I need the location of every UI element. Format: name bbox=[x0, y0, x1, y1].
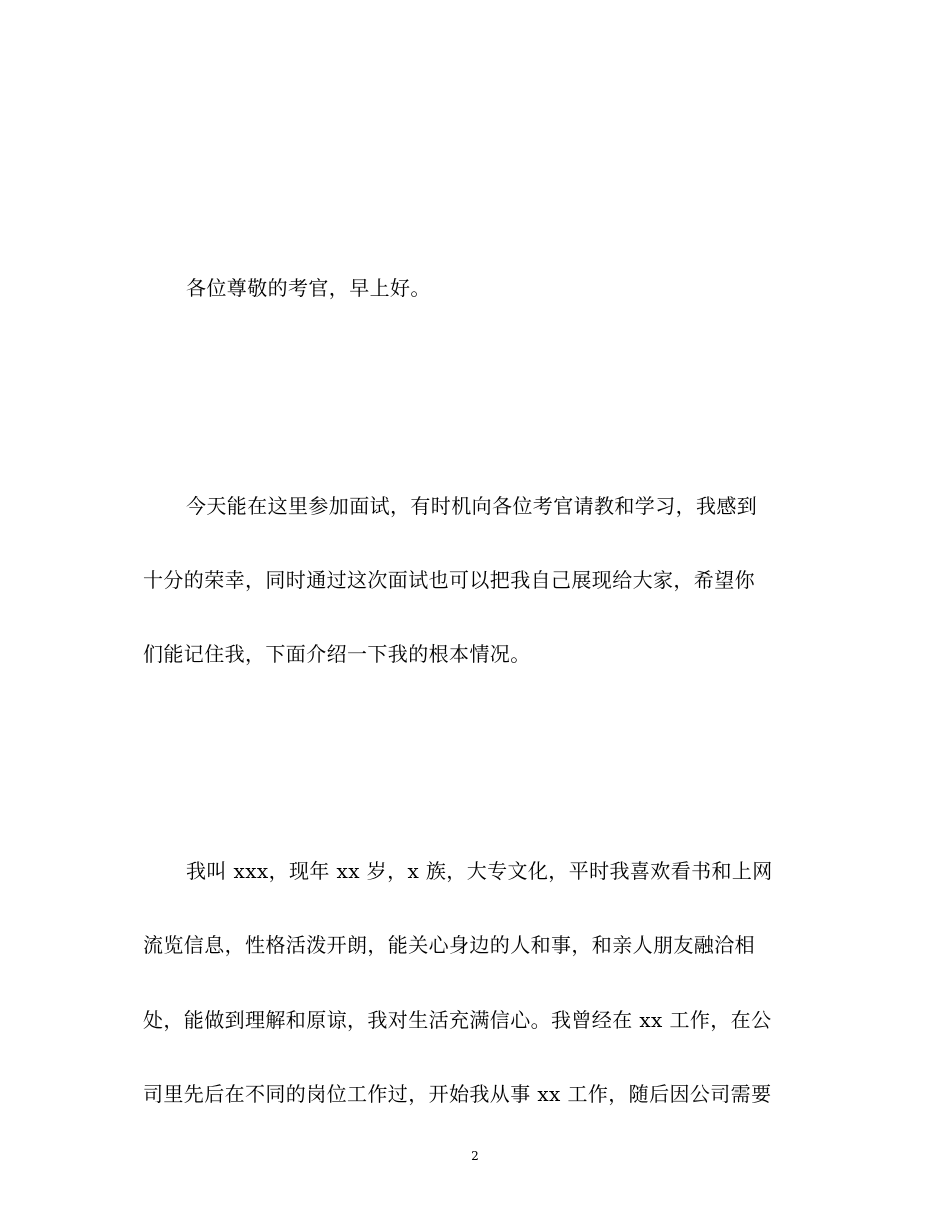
paragraph-2-line-2: 十分的荣幸，同时通过这次面试也可以把我自己展现给大家，希望你 bbox=[143, 568, 755, 592]
paragraph-2-line-1: 今天能在这里参加面试，有时机向各位考官请教和学习，我感到 bbox=[186, 494, 758, 518]
paragraph-3-line-1: 我叫 xxx，现年 xx 岁，x 族，大专文化，平时我喜欢看书和上网 bbox=[186, 859, 773, 883]
paragraph-3-line-3: 处，能做到理解和原谅，我对生活充满信心。我曾经在 xx 工作，在公 bbox=[143, 1008, 772, 1032]
paragraph-3-line-4: 司里先后在不同的岗位工作过，开始我从事 xx 工作，随后因公司需要 bbox=[143, 1082, 772, 1106]
paragraph-1-line-1: 各位尊敬的考官，早上好。 bbox=[186, 276, 431, 300]
paragraph-3-line-2: 流览信息，性格活泼开朗，能关心身边的人和事，和亲人朋友融洽相 bbox=[143, 933, 755, 957]
page-number: 2 bbox=[471, 1149, 479, 1163]
paragraph-2-line-3: 们能记住我，下面介绍一下我的根本情况。 bbox=[143, 642, 531, 666]
